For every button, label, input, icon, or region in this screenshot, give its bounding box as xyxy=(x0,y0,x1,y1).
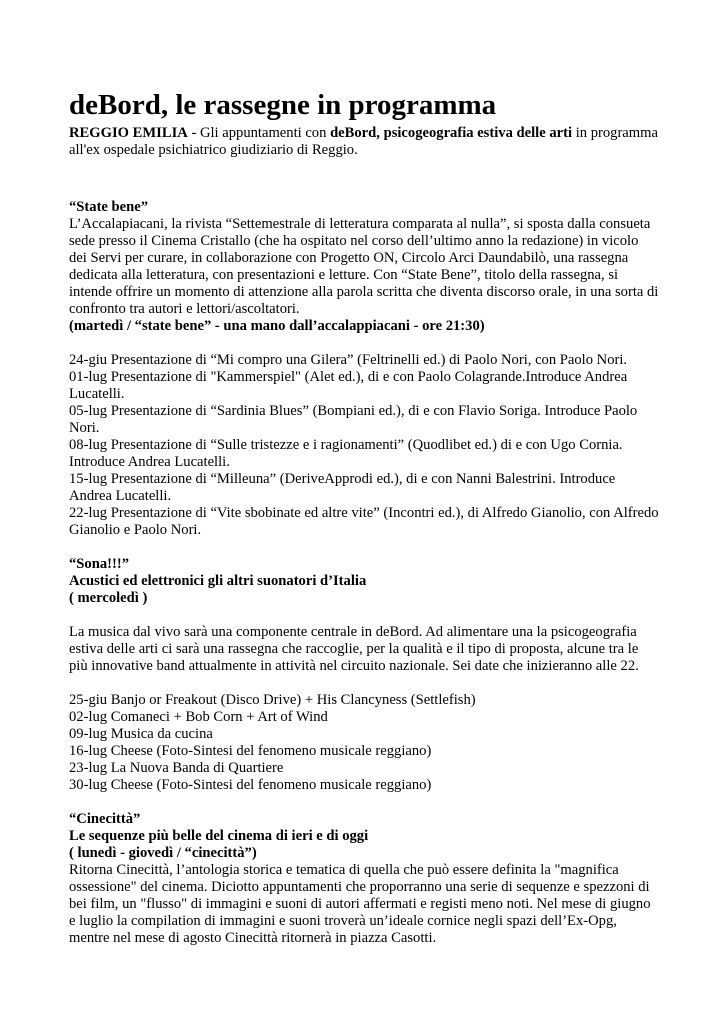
cinecitta-schedule: ( lunedì - giovedì / “cinecittà”) xyxy=(69,845,257,861)
sona-event: 09-lug Musica da cucina xyxy=(69,726,213,742)
state-bene-heading: “State bene” xyxy=(69,199,149,215)
sona-event: 25-giu Banjo or Freakout (Disco Drive) + His Clancyness (Settlefish) xyxy=(69,692,476,708)
state-bene-body: L’Accalapiacani, la rivista “Settemestrale di letteratura comparata al nulla”, si sposta dalla consueta sede presso il Cinema Cristallo (che ha ospitato nel corso dell’ultimo anno la redazione) in vicolo dei Servi per curare, in collaborazione con Progetto ON, Circolo Arci Daundabilò, una rassegna dedicata alla letteratura, con presentazioni e letture. Con “State Bene”, titolo della rassegna, si intende offrire un momento di attenzione alla parola scritta che diventa discorso orale, in una sorta di confronto tra autori e lettori/ascoltatori. xyxy=(69,216,659,317)
page-title: deBord, le rassegne in programma xyxy=(69,89,497,121)
intro-text-1: - Gli appuntamenti con xyxy=(187,125,331,141)
state-bene-event: 01-lug Presentazione di "Kammerspiel" (Alet ed.), di e con Paolo Colagrande.Introduce Andrea Lucatelli. xyxy=(69,369,628,402)
sona-heading: “Sona!!!” xyxy=(69,556,129,572)
state-bene-event: 24-giu Presentazione di “Mi compro una Gilera” (Feltrinelli ed.) di Paolo Nori, con Paolo Nori. xyxy=(69,352,628,368)
cinecitta-heading: “Cinecittà” xyxy=(69,811,141,827)
state-bene-event: 05-lug Presentazione di “Sardinia Blues” (Bompiani ed.), di e con Flavio Soriga. Introduce Paolo Nori. xyxy=(69,403,638,436)
state-bene-schedule: (martedì / “state bene” - una mano dall’accalappiacani - ore 21:30) xyxy=(69,318,485,334)
intro-place: REGGIO EMILIA xyxy=(69,125,188,141)
sona-schedule: ( mercoledì ) xyxy=(69,590,148,606)
intro-strong: deBord, psicogeografia estiva delle arti xyxy=(330,125,573,141)
cinecitta-subheading: Le sequenze più belle del cinema di ieri e di oggi xyxy=(69,828,369,844)
state-bene-event: 15-lug Presentazione di “Milleuna” (DeriveApprodi ed.), di e con Nanni Balestrini. Introduce Andrea Lucatelli. xyxy=(69,471,616,504)
sona-event: 30-lug Cheese (Foto-Sintesi del fenomeno musicale reggiano) xyxy=(69,777,432,793)
cinecitta-body: Ritorna Cinecittà, l’antologia storica e tematica di quella che può essere definita la "magnifica ossessione" del cinema. Diciotto appuntamenti che proporranno una serie di sequenze e spezzoni di bei film, un "flusso" di immagini e suoni di autori affermati e registi meno noti. Nel mese di giugno e luglio la compilation di immagini e suoni troverà un’ideale cornice negli spazi dell’Ex-Opg, mentre nel mese di agosto Cinecittà ritornerà in piazza Casotti. xyxy=(69,862,651,946)
intro-text-2: in programma all'ex ospedale psichiatrico giudiziario di Reggio. xyxy=(69,125,658,158)
state-bene-event: 08-lug Presentazione di “Sulle tristezze e i ragionamenti” (Quodlibet ed.) di e con Ugo Cornia. Introduce Andrea Lucatelli. xyxy=(69,437,623,470)
sona-body: La musica dal vivo sarà una componente centrale in deBord. Ad alimentare una la psicogeografia estiva delle arti ci sarà una rassegna che raccoglie, per la qualità e il tipo di proposta, alcune tra le più innovative band attualmente in attività nel circuito nazionale. Sei date che inizieranno alle 22. xyxy=(69,624,639,674)
intro-paragraph xyxy=(69,125,659,159)
sona-event: 02-lug Comaneci + Bob Corn + Art of Wind xyxy=(69,709,328,725)
state-bene-event: 22-lug Presentazione di “Vite sbobinate ed altre vite” (Incontri ed.), di Alfredo Gianolio, con Alfredo Gianolio e Paolo Nori. xyxy=(69,505,659,538)
sona-subheading: Acustici ed elettronici gli altri suonatori d’Italia xyxy=(69,573,367,589)
document-page xyxy=(69,88,659,947)
sona-event: 16-lug Cheese (Foto-Sintesi del fenomeno musicale reggiano) xyxy=(69,743,432,759)
sona-event: 23-lug La Nuova Banda di Quartiere xyxy=(69,760,284,776)
